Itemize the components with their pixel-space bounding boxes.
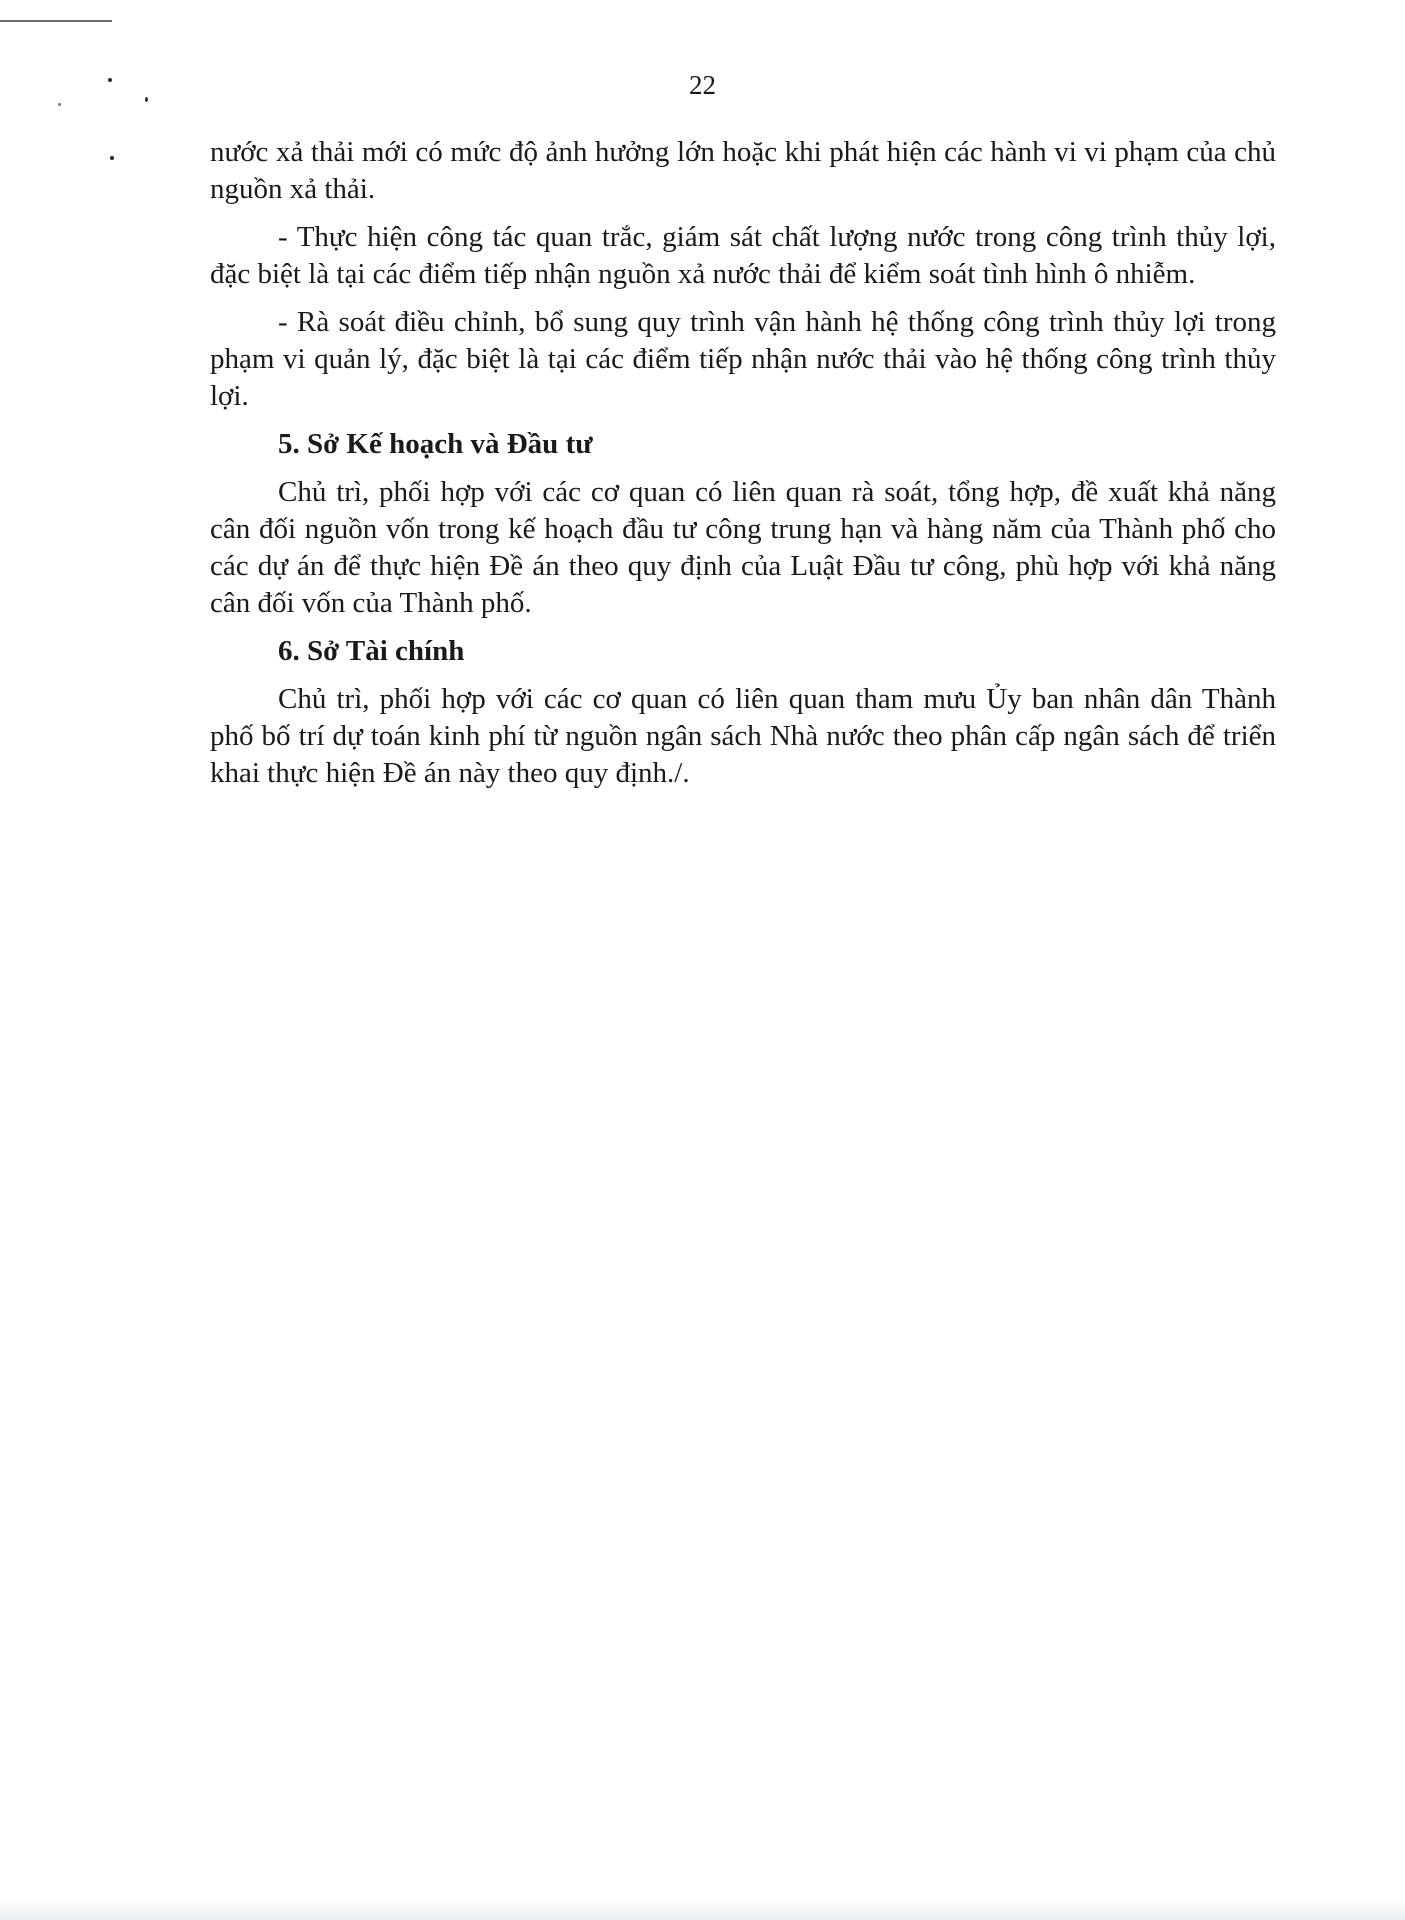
page-number: 22 bbox=[689, 70, 716, 100]
document-body bbox=[210, 134, 1276, 803]
paragraph-monitoring: - Thực hiện công tác quan trắc, giám sát chất lượng nước trong công trình thủy lợi, đặc biệt là tại các điểm tiếp nhận nguồn xả nước thải để kiểm soát tình hình ô nhiễm. bbox=[210, 221, 1276, 290]
scan-bottom-noise bbox=[0, 1898, 1405, 1920]
paragraph-continued: nước xả thải mới có mức độ ảnh hưởng lớn hoặc khi phát hiện các hành vi vi phạm của chủ nguồn xả thải. bbox=[210, 136, 1276, 205]
section-heading-5: 5. Sở Kế hoạch và Đầu tư bbox=[278, 428, 593, 460]
scan-speck bbox=[58, 103, 61, 106]
scan-edge-line bbox=[0, 20, 112, 22]
paragraph-review: - Rà soát điều chỉnh, bổ sung quy trình vận hành hệ thống công trình thủy lợi trong phạm vi quản lý, đặc biệt là tại các điểm tiếp nhận nước thải vào hệ thống công trình thủy lợi. bbox=[210, 306, 1276, 412]
scan-speck bbox=[110, 156, 114, 160]
section-body-5: Chủ trì, phối hợp với các cơ quan có liên quan rà soát, tổng hợp, đề xuất khả năng cân đối nguồn vốn trong kế hoạch đầu tư công trung hạn và hàng năm của Thành phố cho các dự án để thực hiện Đề án theo quy định của Luật Đầu tư công, phù hợp với khả năng cân đối vốn của Thành phố. bbox=[210, 476, 1276, 619]
section-heading-6: 6. Sở Tài chính bbox=[278, 635, 465, 667]
section-body-6: Chủ trì, phối hợp với các cơ quan có liên quan tham mưu Ủy ban nhân dân Thành phố bố trí dự toán kinh phí từ nguồn ngân sách Nhà nước theo phân cấp ngân sách để triển khai thực hiện Đề án này theo quy định./. bbox=[210, 683, 1276, 789]
